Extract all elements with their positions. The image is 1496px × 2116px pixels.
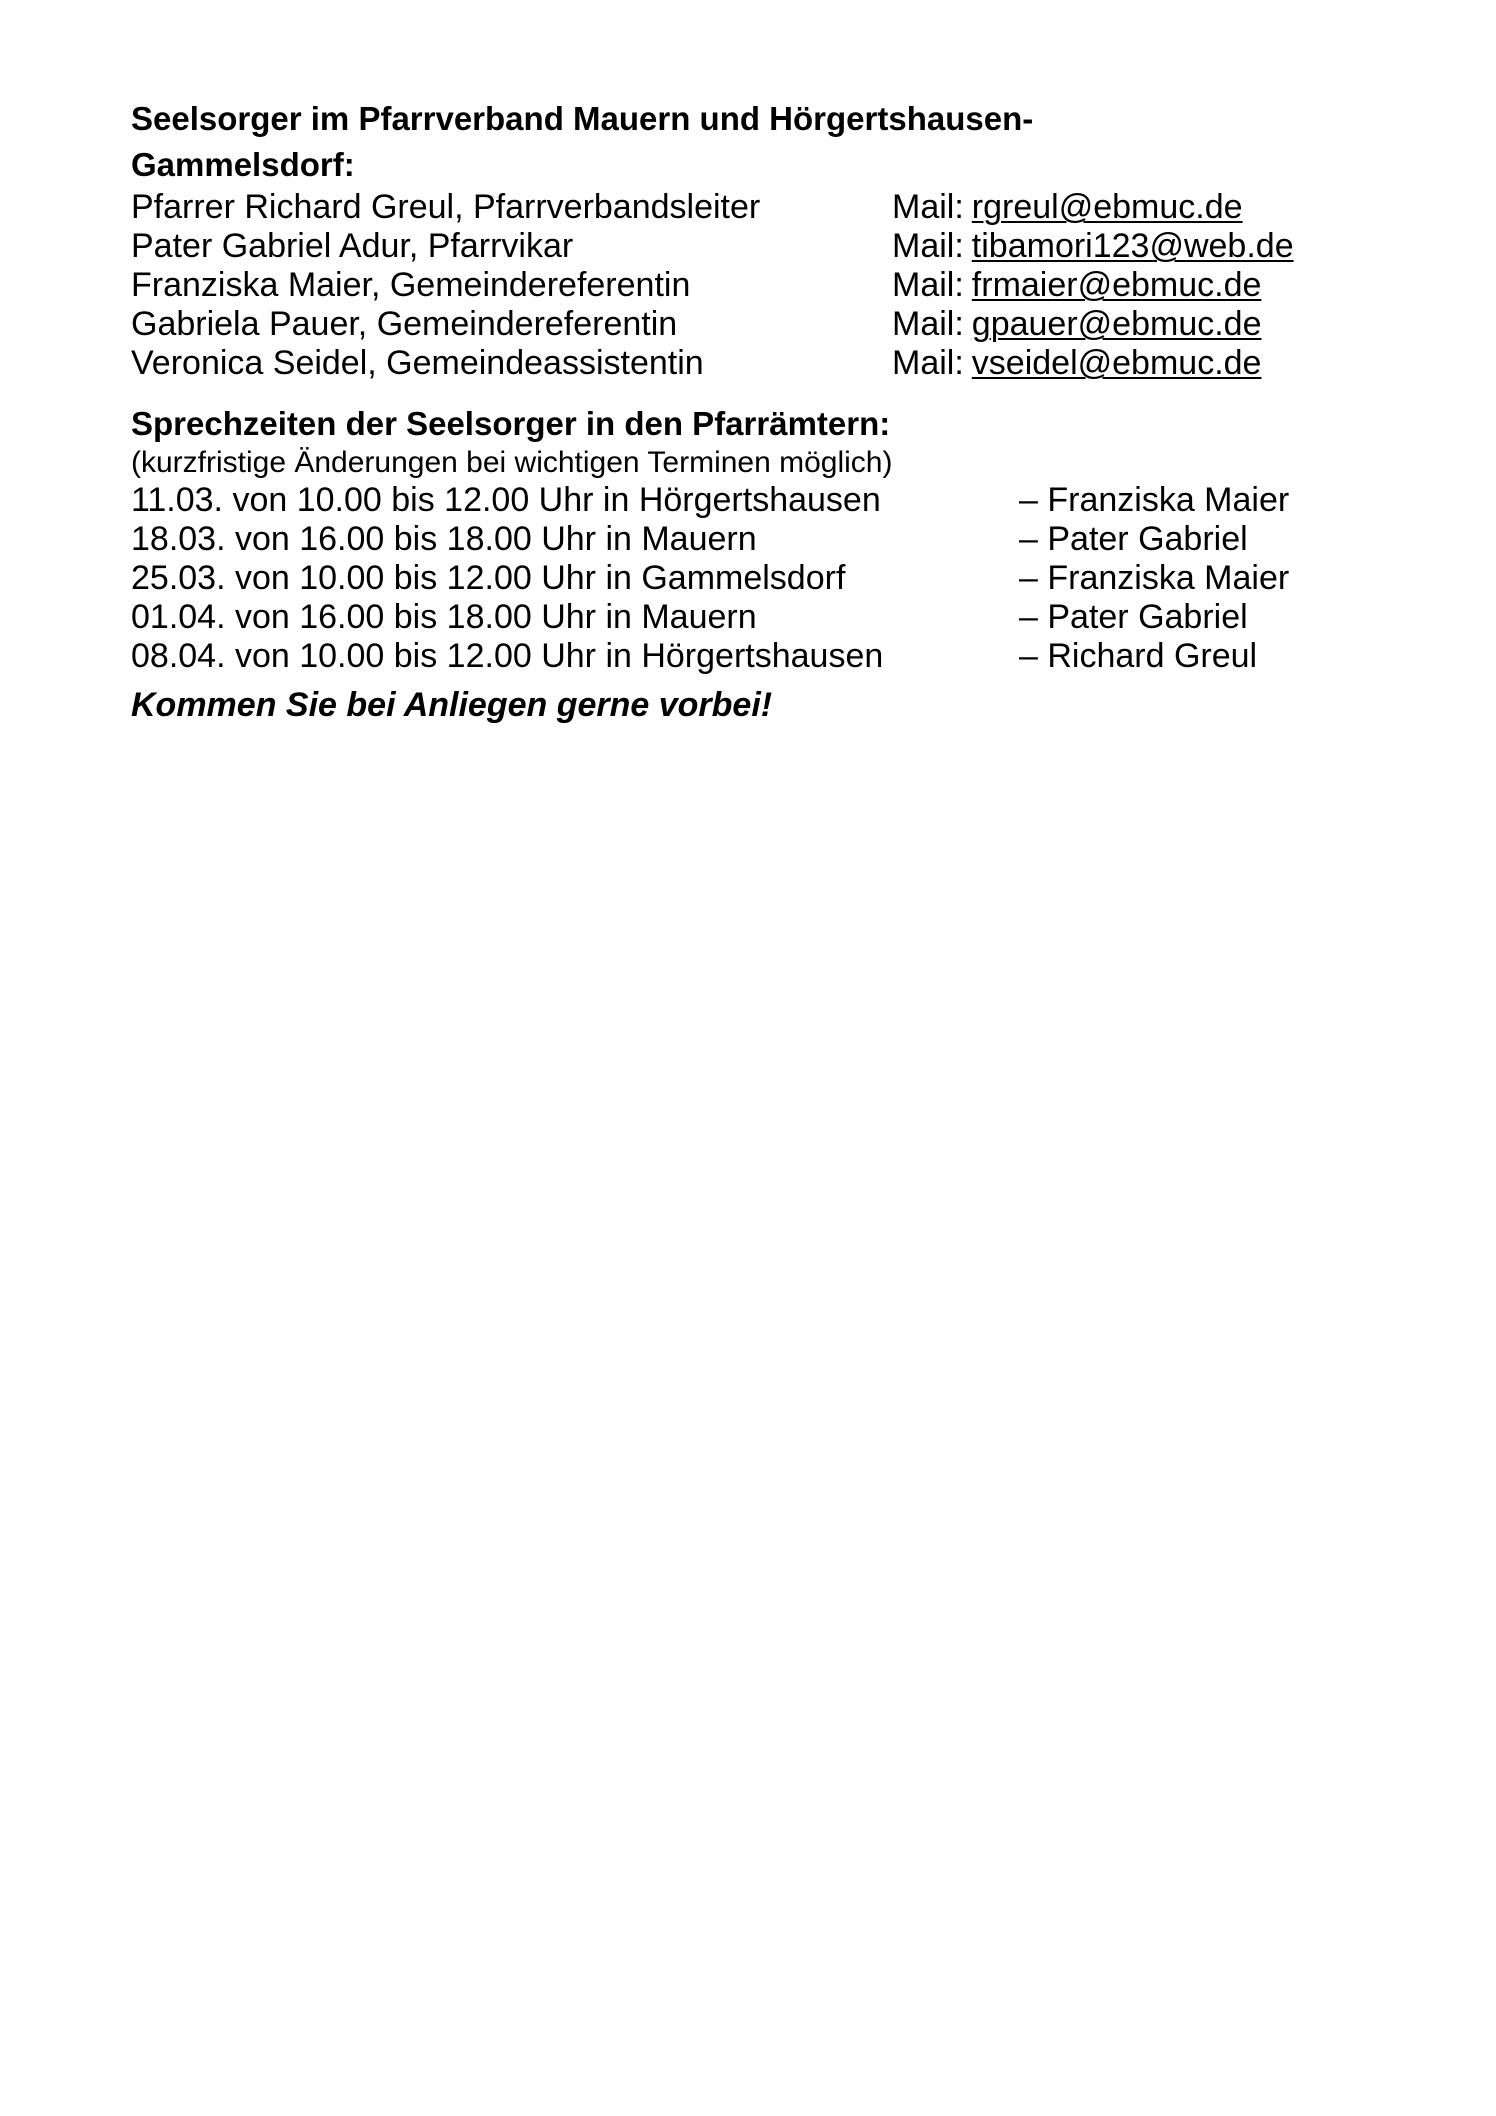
contact-row [131, 344, 1391, 383]
schedule-when: 25.03. von 10.00 bis 12.00 Uhr in Gammelsdorf [131, 559, 846, 597]
contact-name: Franziska Maier, Gemeindereferentin [131, 266, 691, 304]
schedule-when: 18.03. von 16.00 bis 18.00 Uhr in Mauern [131, 520, 757, 558]
document-page [131, 96, 1391, 728]
mail-label: Mail: [892, 227, 964, 265]
contact-name: Pater Gabriel Adur, Pfarrvikar [131, 227, 574, 265]
schedule-who: – Richard Greul [1019, 637, 1258, 675]
mail-label: Mail: [892, 344, 964, 382]
office-hours-note: (kurzfristige Änderungen bei wichtigen Terminen möglich) [131, 446, 893, 479]
office-hours-list [131, 481, 1391, 676]
schedule-when: 11.03. von 10.00 bis 12.00 Uhr in Hörgertshausen [131, 481, 881, 519]
contact-row [131, 227, 1391, 266]
schedule-row [131, 637, 1391, 676]
mail-label: Mail: [892, 305, 964, 343]
mail-label: Mail: [892, 266, 964, 304]
closing-note: Kommen Sie bei Anliegen gerne vorbei! [131, 686, 773, 724]
contact-list [131, 188, 1391, 383]
schedule-row [131, 520, 1391, 559]
contact-name: Gabriela Pauer, Gemeindereferentin [131, 305, 678, 343]
contact-row [131, 266, 1391, 305]
email-link[interactable]: tibamori123@web.de [971, 227, 1294, 265]
page-title: Seelsorger im Pfarrverband Mauern und Hörgertshausen-Gammelsdorf: [131, 100, 1034, 183]
contact-name: Pfarrer Richard Greul, Pfarrverbandsleiter [131, 188, 761, 226]
mail-label: Mail: [892, 188, 964, 226]
schedule-when: 01.04. von 16.00 bis 18.00 Uhr in Mauern [131, 598, 757, 636]
contact-name: Veronica Seidel, Gemeindeassistentin [131, 344, 704, 382]
schedule-who: – Pater Gabriel [1019, 520, 1248, 558]
email-link[interactable]: frmaier@ebmuc.de [971, 266, 1262, 304]
contact-row [131, 188, 1391, 227]
schedule-who: – Franziska Maier [1019, 481, 1290, 519]
schedule-row [131, 481, 1391, 520]
schedule-who: – Franziska Maier [1019, 559, 1290, 597]
email-link[interactable]: vseidel@ebmuc.de [971, 344, 1262, 382]
schedule-row [131, 559, 1391, 598]
schedule-when: 08.04. von 10.00 bis 12.00 Uhr in Hörgertshausen [131, 637, 884, 675]
office-hours-heading: Sprechzeiten der Seelsorger in den Pfarrämtern: [131, 405, 891, 442]
email-link[interactable]: rgreul@ebmuc.de [971, 188, 1243, 226]
schedule-row [131, 598, 1391, 637]
contact-row [131, 305, 1391, 344]
schedule-who: – Pater Gabriel [1019, 598, 1248, 636]
email-link[interactable]: gpauer@ebmuc.de [971, 305, 1262, 343]
